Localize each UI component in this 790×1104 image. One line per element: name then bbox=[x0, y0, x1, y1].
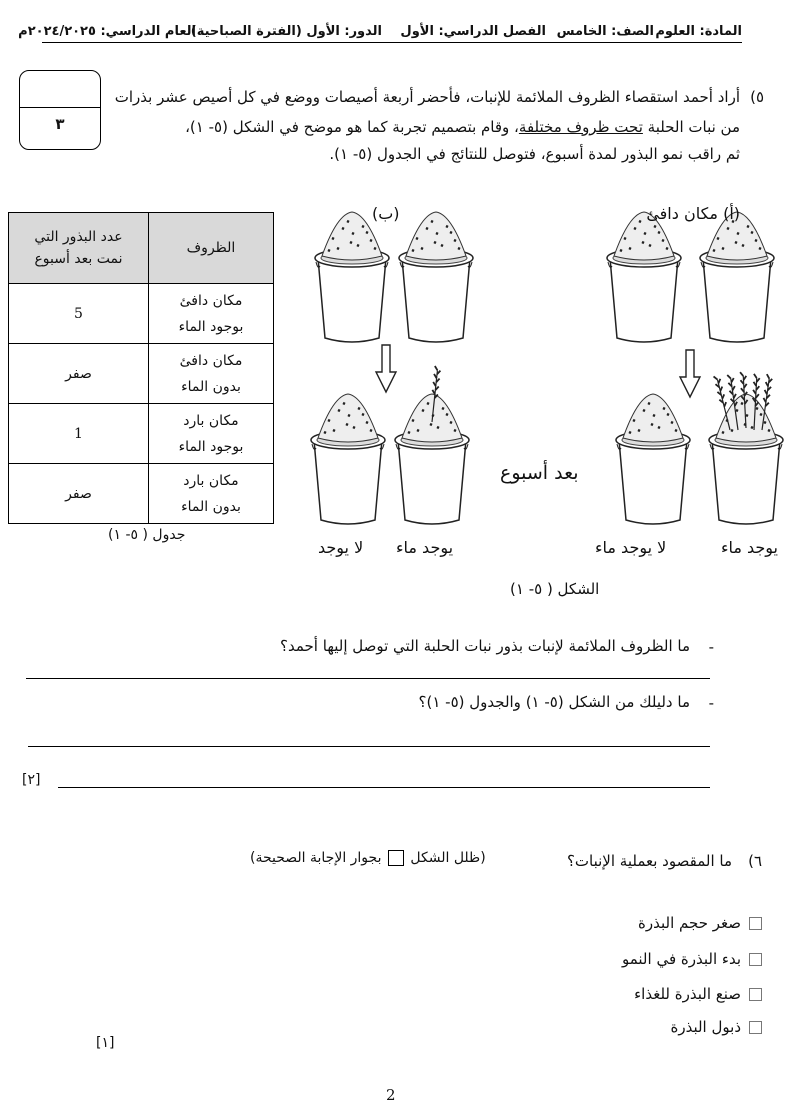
q6-instruction bbox=[250, 850, 486, 866]
experiment-figure bbox=[300, 200, 790, 560]
q1-text: ما الظروف الملائمة لإنبات بذور نبات الحلبة التي توصل إليها أحمد؟ bbox=[280, 637, 690, 655]
row4-cond-2: بدون الماء bbox=[181, 498, 241, 515]
checkbox-icon[interactable] bbox=[749, 988, 762, 1001]
figure-caption: الشكل ( ٥- ١) bbox=[510, 580, 600, 598]
q5-line-1: أراد أحمد استقصاء الظروف الملائمة للإنبات، فأحضر أربعة أصيصات ووضع في كل أصيص عشر بذرات bbox=[114, 88, 740, 106]
answer-line-1[interactable] bbox=[26, 678, 710, 679]
table-row bbox=[9, 404, 274, 464]
checkbox-icon[interactable] bbox=[749, 1021, 762, 1034]
header-conditions: الظروف bbox=[149, 213, 274, 284]
year-label: العام الدراسي: ٢٠٢٤/٢٠٢٥م bbox=[18, 24, 196, 39]
q5-line-3: ثم راقب نمو البذور لمدة أسبوع، فتوصل للنتائج في الجدول (٥- ١). bbox=[329, 145, 740, 163]
q6-text: ما المقصود بعملية الإنبات؟ bbox=[566, 852, 732, 870]
round-label: الدور: الأول (الفترة الصباحية) bbox=[190, 24, 382, 39]
row1-cond-1: مكان دافئ bbox=[179, 292, 243, 309]
row1-count: 5 bbox=[9, 284, 149, 344]
option-2-label: بدء البذرة في النمو bbox=[621, 950, 741, 968]
b-no-water-label: لا يوجد bbox=[318, 538, 364, 557]
q5-underlined: تحت ظروف مختلفة bbox=[518, 118, 643, 136]
b-water-label: يوجد ماء bbox=[396, 538, 454, 557]
score-box bbox=[19, 70, 101, 150]
q6-instruction-b: بجوار الإجابة الصحيحة) bbox=[250, 850, 382, 866]
arrow-b-icon bbox=[376, 345, 396, 392]
subject-label: المادة: العلوم bbox=[655, 24, 742, 39]
score-divider bbox=[20, 107, 100, 108]
table-row bbox=[9, 464, 274, 524]
row3-cond-2: بوجود الماء bbox=[178, 438, 244, 455]
row4-cond-1: مكان بارد bbox=[183, 472, 239, 489]
row4-count: صفر bbox=[9, 464, 149, 524]
option-4-label: ذبول البذرة bbox=[670, 1018, 741, 1036]
square-icon bbox=[388, 850, 404, 866]
answer-line-3[interactable] bbox=[58, 787, 710, 788]
pot-b-water-after bbox=[395, 366, 469, 524]
q5-mark: [٢] bbox=[22, 772, 41, 788]
a-water-label: يوجد ماء bbox=[720, 538, 778, 557]
q5-line-2 bbox=[185, 118, 740, 136]
option-3-label: صنع البذرة للغذاء bbox=[634, 985, 741, 1003]
checkbox-icon[interactable] bbox=[749, 953, 762, 966]
table-row bbox=[9, 344, 274, 404]
semester-label: الفصل الدراسي: الأول bbox=[400, 24, 546, 39]
pot-a-dry-after bbox=[616, 394, 690, 524]
header-count-line1: عدد البذور التي bbox=[34, 229, 123, 245]
pot-a-water-after bbox=[709, 372, 783, 524]
q2-text: ما دليلك من الشكل (٥- ١) والجدول (٥- ١)؟ bbox=[418, 693, 690, 711]
exam-header bbox=[18, 22, 742, 43]
label-a: (أ) مكان دافئ bbox=[646, 204, 740, 223]
q6-instruction-a: (ظلل الشكل bbox=[410, 850, 486, 866]
option-1-label: صغر حجم البذرة bbox=[638, 914, 741, 932]
label-b: (ب) bbox=[372, 204, 400, 223]
grade-label: الصف: الخامس bbox=[556, 24, 654, 39]
results-table bbox=[8, 212, 274, 524]
header-count-line2: نمت بعد أسبوع bbox=[34, 251, 123, 267]
row3-count: 1 bbox=[9, 404, 149, 464]
after-week-label: بعد أسبوع bbox=[500, 462, 579, 484]
table-caption: جدول ( ٥- ١) bbox=[108, 527, 186, 543]
table-row bbox=[9, 284, 274, 344]
option-4[interactable] bbox=[670, 1018, 762, 1036]
q2-dash: - bbox=[708, 694, 714, 712]
option-1[interactable] bbox=[638, 914, 762, 932]
option-3[interactable] bbox=[634, 985, 762, 1003]
row1-cond-2: بوجود الماء bbox=[178, 318, 244, 335]
checkbox-icon[interactable] bbox=[749, 917, 762, 930]
arrow-a-icon bbox=[680, 350, 700, 397]
table-header-row bbox=[9, 213, 274, 284]
a-no-water-label: لا يوجد ماء bbox=[595, 538, 667, 557]
pot-b-dry-after bbox=[311, 394, 385, 524]
pot-b-water-before bbox=[399, 212, 473, 342]
row2-count: صفر bbox=[9, 344, 149, 404]
q1-dash: - bbox=[708, 638, 714, 656]
pot-a-dry-before bbox=[607, 212, 681, 342]
row2-cond-2: بدون الماء bbox=[181, 378, 241, 395]
row2-cond-1: مكان دافئ bbox=[179, 352, 243, 369]
pot-a-water-before bbox=[700, 212, 774, 342]
answer-line-2[interactable] bbox=[28, 746, 710, 747]
page-number: 2 bbox=[386, 1086, 396, 1104]
row3-cond-1: مكان بارد bbox=[183, 412, 239, 429]
option-2[interactable] bbox=[622, 950, 762, 968]
q5-line-2b: ، وقام بتصميم تجربة كما هو موضح في الشكل (٥- ١)، bbox=[185, 118, 519, 136]
q6-number: ٦) bbox=[748, 852, 762, 870]
q5-number: ٥) bbox=[750, 88, 764, 106]
q6-mark: [١] bbox=[96, 1035, 115, 1051]
pot-b-dry-before bbox=[315, 212, 389, 342]
score-value: ٣ bbox=[55, 115, 65, 133]
q5-line-2a: من نبات الحلبة bbox=[642, 118, 740, 136]
header-count bbox=[9, 213, 149, 284]
